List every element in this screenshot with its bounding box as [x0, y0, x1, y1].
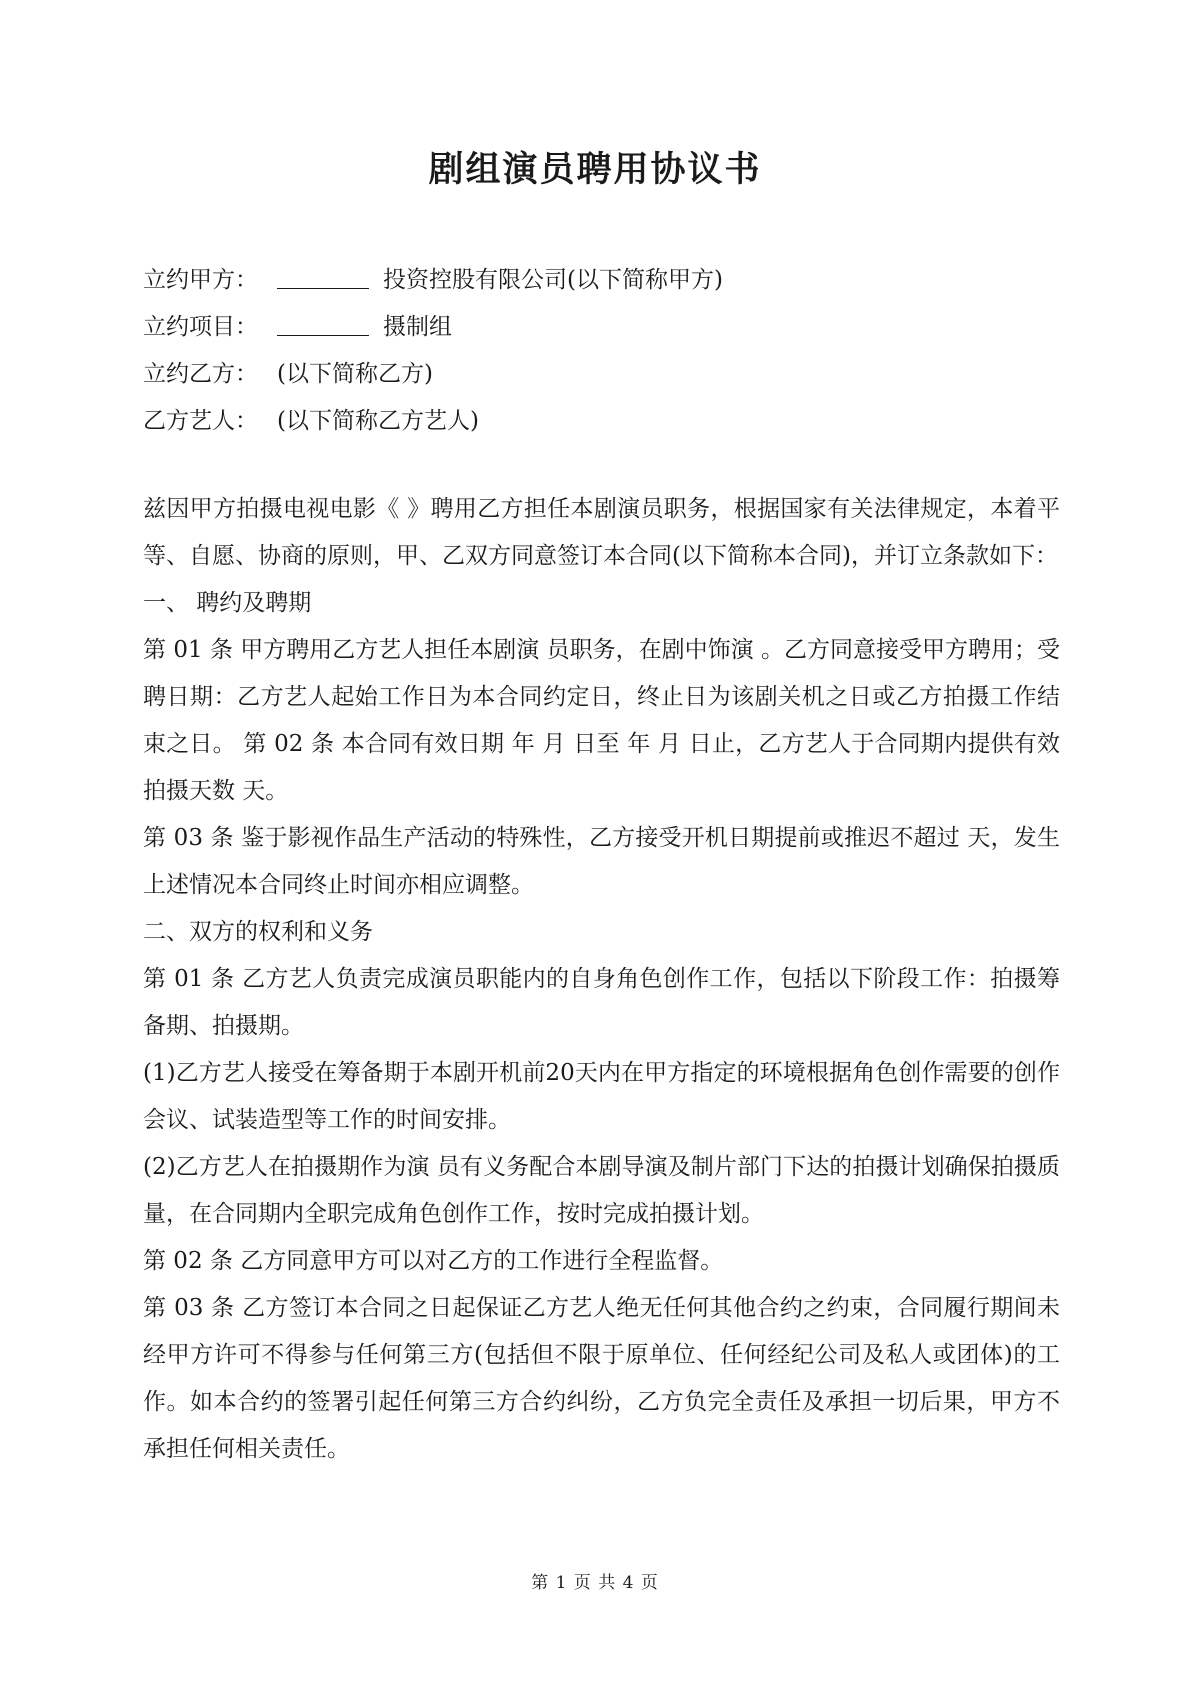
party-list [143, 257, 1063, 445]
fill-in-blank [277, 266, 369, 289]
document-title: 剧组演员聘用协议书 [428, 149, 762, 190]
party-value: (以下简称乙方) [277, 361, 433, 387]
party-value: 投资控股有限公司(以下简称甲方) [383, 267, 723, 293]
preamble-paragraph: 兹因甲方拍摄电视电影《 》聘用乙方担任本剧演员职务，根据国家有关法律规定，本着平等、自愿、协商的原则，甲、乙双方同意签订本合同(以下简称本合同)，并订立条款如下： [143, 496, 1060, 569]
clause-paragraph: (2)乙方艺人在拍摄期作为演 员有义务配合本剧导演及制片部门下达的拍摄计划确保拍摄质量，在合同期内全职完成角色创作工作，按时完成拍摄计划。 [143, 1154, 1060, 1227]
party-label: 立约项目： [143, 314, 258, 340]
clause-paragraph: (1)乙方艺人接受在筹备期于本剧开机前20天内在甲方指定的环境根据角色创作需要的创作会议、试装造型等工作的时间安排。 [143, 1060, 1060, 1133]
party-value: (以下简称乙方艺人) [277, 408, 479, 434]
party-row-artist [143, 398, 1063, 445]
party-row-b [143, 351, 1063, 398]
clause-paragraph: 第 01 条 乙方艺人负责完成演员职能内的自身角色创作工作，包括以下阶段工作：拍摄筹备期、拍摄期。 [143, 966, 1060, 1039]
party-row-project [143, 304, 1063, 351]
fill-in-blank [277, 313, 369, 336]
party-label: 立约甲方： [143, 267, 258, 293]
clause-paragraph: 第 03 条 鉴于影视作品生产活动的特殊性，乙方接受开机日期提前或推迟不超过 天，发生上述情况本合同终止时间亦相应调整。 [143, 825, 1060, 898]
clause-paragraph: 第 03 条 乙方签订本合同之日起保证乙方艺人绝无任何其他合约之约束，合同履行期间未经甲方许可不得参与任何第三方(包括但不限于原单位、任何经纪公司及私人或团体)的工作。如本合约的签署引起任何第三方合约纠纷，乙方负完全责任及承担一切后果，甲方不承担任何相关责任。 [143, 1295, 1060, 1462]
section-heading: 一、 聘约及聘期 [143, 590, 312, 616]
party-value: 摄制组 [383, 314, 452, 340]
party-label: 立约乙方： [143, 361, 258, 387]
clause-paragraph: 第 01 条 甲方聘用乙方艺人担任本剧演 员职务，在剧中饰演 。乙方同意接受甲方聘用；受聘日期：乙方艺人起始工作日为本合同约定日，终止日为该剧关机之日或乙方拍摄工作结束之日。 第 02 条 本合同有效日期 年 月 日至 年 月 日止，乙方艺人于合同期内提供有效拍摄天数 天。 [143, 637, 1060, 804]
party-label: 乙方艺人： [143, 408, 258, 434]
contract-body [143, 486, 1060, 1473]
page-number-footer: 第 1 页 共 4 页 [531, 1573, 659, 1593]
clause-paragraph: 第 02 条 乙方同意甲方可以对乙方的工作进行全程监督。 [143, 1248, 724, 1274]
party-row-a [143, 257, 1063, 304]
section-heading: 二、双方的权利和义务 [143, 919, 373, 945]
